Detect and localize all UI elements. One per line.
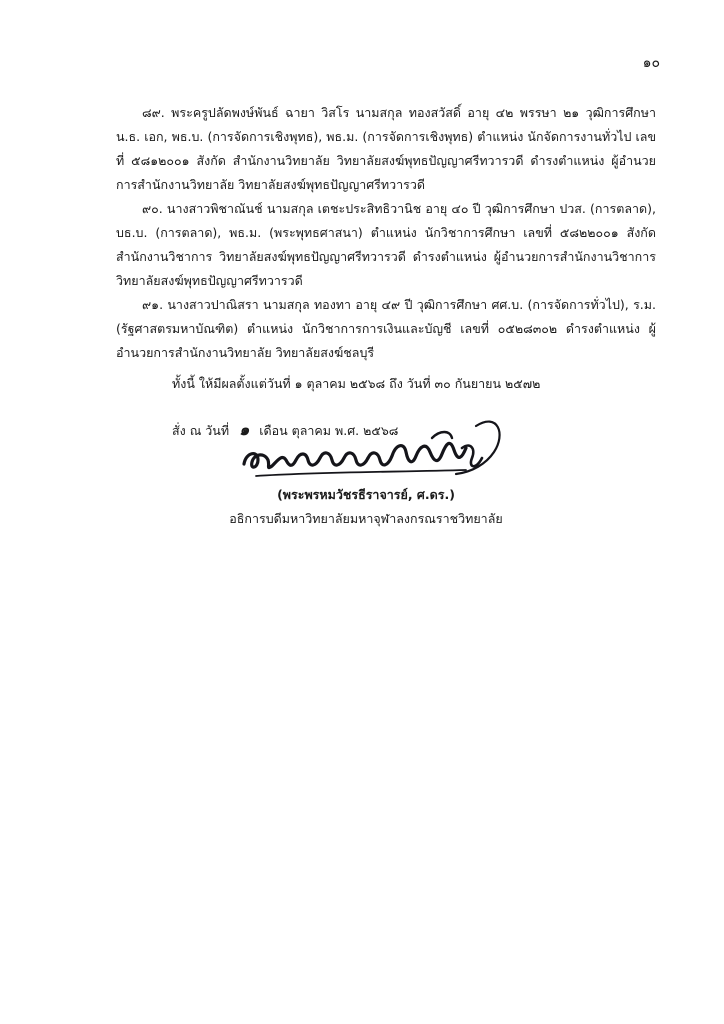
- effective-period: ทั้งนี้ ให้มีผลตั้งแต่วันที่ ๑ ตุลาคม ๒๕๖๘ ถึง วันที่ ๓๐ กันยายน ๒๕๗๒: [172, 376, 541, 391]
- page-number: ๑๐: [642, 55, 660, 71]
- appointment-paragraph-90: ๙๐. นางสาวพิชาณันช์ นามสกุล เตชะประสิทธิวานิช อายุ ๔๐ ปี วุฒิการศึกษา ปวส. (การตลาด), บธ.บ. (การตลาด), พธ.ม. (พระพุทธศาสนา) ตำแหน่ง นักวิชาการศึกษา เลขที่ ๕๘๒๒๐๐๑ สังกัด สำนักงานวิชาการ วิทยาลัยสงฆ์พุทธปัญญาศรีทวารวดี ดำรงตำแหน่ง ผู้อำนวยการสำนักงานวิชาการ วิทยาลัยสงฆ์พุทธปัญญาศรีทวารวดี: [116, 201, 656, 288]
- signer-title: อธิการบดีมหาวิทยาลัยมหาจุฬาลงกรณราชวิทยาลัย: [229, 511, 503, 526]
- appointment-paragraph-91: ๙๑. นางสาวปาณิสรา นามสกุล ทองทา อายุ ๔๙ ปี วุฒิการศึกษา ศศ.บ. (การจัดการทั่วไป), ร.ม. (รัฐศาสตรมหาบัณฑิต) ตำแหน่ง นักวิชาการการเงินและบัญชี เลขที่ ๐๕๒๘๓๐๒ ดำรงตำแหน่ง ผู้อำนวยการสำนักงานวิทยาลัย วิทยาลัยสงฆ์ชลบุรี: [116, 297, 656, 360]
- order-date-year: พ.ศ. ๒๕๖๘: [335, 423, 399, 438]
- order-date-prefix: สั่ง ณ วันที่: [172, 423, 230, 438]
- order-date-day: ๑: [239, 420, 250, 439]
- order-date-month: เดือน ตุลาคม: [259, 423, 332, 438]
- signer-name: (พระพรหมวัชรธีราจารย์, ศ.ดร.): [277, 487, 455, 502]
- handwritten-signature: [236, 408, 506, 486]
- appointment-paragraph-89: ๘๙. พระครูปลัดพงษ์พันธ์ ฉายา วิสโร นามสกุล ทองสวัสดิ์ อายุ ๔๒ พรรษา ๒๑ วุฒิการศึกษา น.ธ. เอก, พธ.บ. (การจัดการเชิงพุทธ), พธ.ม. (การจัดการเชิงพุทธ) ตำแหน่ง นักจัดการงานทั่วไป เลขที่ ๕๘๑๒๐๐๑ สังกัด สำนักงานวิทยาลัย วิทยาลัยสงฆ์พุทธปัญญาศรีทวารวดี ดำรงตำแหน่ง ผู้อำนวยการสำนักงานวิทยาลัย วิทยาลัยสงฆ์พุทธปัญญาศรีทวารวดี: [116, 105, 656, 192]
